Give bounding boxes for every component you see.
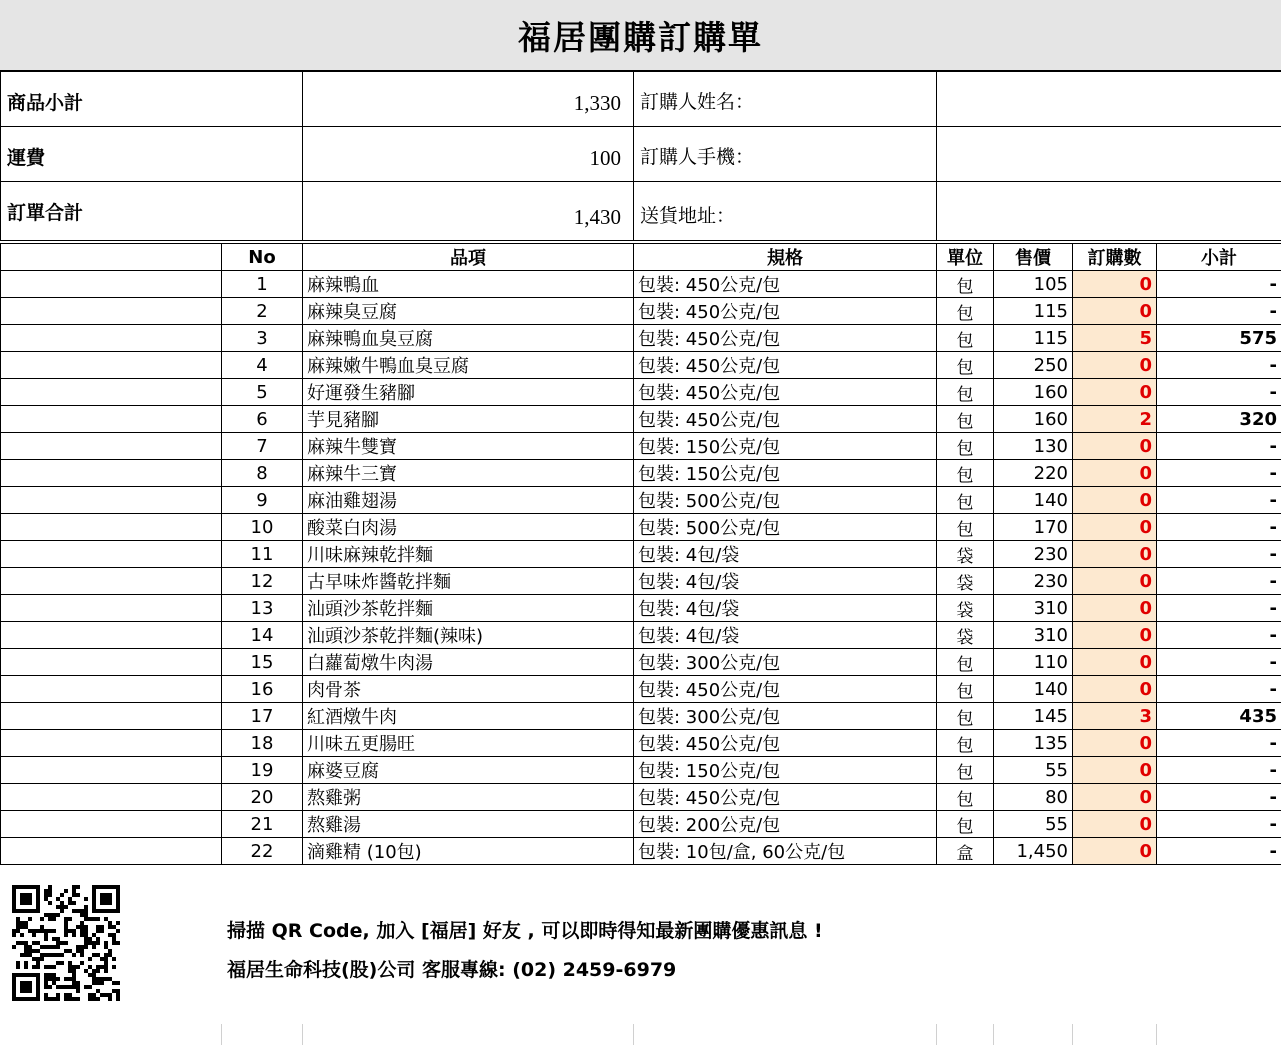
item-price: 220 — [994, 460, 1073, 487]
grid-line — [936, 1024, 937, 1045]
item-qty-input[interactable]: 0 — [1073, 730, 1157, 757]
item-unit: 袋 — [937, 622, 994, 649]
item-spec: 包裝: 500公克/包 — [634, 487, 937, 514]
item-price: 55 — [994, 811, 1073, 838]
table-header-row — [1, 244, 1281, 271]
table-row — [1, 352, 1281, 379]
item-subtotal: - — [1157, 784, 1281, 811]
item-qty-input[interactable]: 5 — [1073, 325, 1157, 352]
item-spec: 包裝: 450公克/包 — [634, 406, 937, 433]
grid-line — [633, 1024, 634, 1045]
item-no: 1 — [222, 271, 303, 298]
table-row — [1, 568, 1281, 595]
grid-line — [1156, 1024, 1157, 1045]
item-no: 16 — [222, 676, 303, 703]
table-row — [1, 433, 1281, 460]
row-blank — [1, 757, 222, 784]
item-qty-input[interactable]: 0 — [1073, 784, 1157, 811]
customer-field-input[interactable] — [937, 127, 1281, 182]
item-subtotal: 435 — [1157, 703, 1281, 730]
item-qty-input[interactable]: 0 — [1073, 352, 1157, 379]
summary-row — [1, 182, 1281, 241]
item-no: 20 — [222, 784, 303, 811]
table-row — [1, 298, 1281, 325]
item-name: 白蘿蔔燉牛肉湯 — [303, 649, 634, 676]
item-subtotal: - — [1157, 595, 1281, 622]
row-blank — [1, 460, 222, 487]
row-blank — [1, 784, 222, 811]
item-name: 酸菜白肉湯 — [303, 514, 634, 541]
item-subtotal: - — [1157, 730, 1281, 757]
item-name: 麻辣臭豆腐 — [303, 298, 634, 325]
summary-row — [1, 72, 1281, 127]
table-row — [1, 784, 1281, 811]
item-unit: 包 — [937, 298, 994, 325]
summary-row — [1, 127, 1281, 182]
table-row — [1, 514, 1281, 541]
item-subtotal: - — [1157, 298, 1281, 325]
item-name: 麻婆豆腐 — [303, 757, 634, 784]
item-price: 250 — [994, 352, 1073, 379]
item-name: 古早味炸醬乾拌麵 — [303, 568, 634, 595]
customer-field-input[interactable] — [937, 72, 1281, 127]
item-subtotal: - — [1157, 838, 1281, 865]
item-no: 18 — [222, 730, 303, 757]
item-spec: 包裝: 150公克/包 — [634, 757, 937, 784]
table-row — [1, 595, 1281, 622]
header-item: 品項 — [303, 244, 634, 271]
item-name: 川味五更腸旺 — [303, 730, 634, 757]
item-unit: 包 — [937, 514, 994, 541]
item-no: 11 — [222, 541, 303, 568]
item-qty-input[interactable]: 0 — [1073, 757, 1157, 784]
item-qty-input[interactable]: 0 — [1073, 838, 1157, 865]
item-name: 肉骨茶 — [303, 676, 634, 703]
row-blank — [1, 811, 222, 838]
item-subtotal: - — [1157, 541, 1281, 568]
item-subtotal: - — [1157, 649, 1281, 676]
table-row — [1, 487, 1281, 514]
item-unit: 包 — [937, 676, 994, 703]
item-price: 115 — [994, 298, 1073, 325]
item-price: 230 — [994, 568, 1073, 595]
item-name: 麻油雞翅湯 — [303, 487, 634, 514]
item-unit: 包 — [937, 271, 994, 298]
item-subtotal: - — [1157, 622, 1281, 649]
row-blank — [1, 649, 222, 676]
item-price: 140 — [994, 676, 1073, 703]
item-name: 好運發生豬腳 — [303, 379, 634, 406]
item-unit: 包 — [937, 757, 994, 784]
item-qty-input[interactable]: 0 — [1073, 271, 1157, 298]
table-row — [1, 460, 1281, 487]
item-qty-input[interactable]: 0 — [1073, 460, 1157, 487]
item-spec: 包裝: 450公克/包 — [634, 352, 937, 379]
table-row — [1, 703, 1281, 730]
table-row — [1, 838, 1281, 865]
table-row — [1, 757, 1281, 784]
item-name: 紅酒燉牛肉 — [303, 703, 634, 730]
item-spec: 包裝: 450公克/包 — [634, 379, 937, 406]
header-price: 售價 — [994, 244, 1073, 271]
item-name: 汕頭沙茶乾拌麵(辣味) — [303, 622, 634, 649]
item-unit: 袋 — [937, 595, 994, 622]
item-subtotal: - — [1157, 514, 1281, 541]
item-spec: 包裝: 10包/盒, 60公克/包 — [634, 838, 937, 865]
item-price: 310 — [994, 595, 1073, 622]
service-hotline: 福居生命科技(股)公司 客服專線: (02) 2459-6979 — [227, 959, 677, 981]
row-blank — [1, 298, 222, 325]
item-qty-input[interactable]: 0 — [1073, 514, 1157, 541]
item-qty-input[interactable]: 0 — [1073, 595, 1157, 622]
item-price: 160 — [994, 379, 1073, 406]
page-title: 福居團購訂購單 — [518, 17, 763, 57]
item-qty-input[interactable]: 3 — [1073, 703, 1157, 730]
item-spec: 包裝: 4包/袋 — [634, 568, 937, 595]
item-unit: 包 — [937, 730, 994, 757]
item-price: 140 — [994, 487, 1073, 514]
item-spec: 包裝: 450公克/包 — [634, 730, 937, 757]
item-subtotal: - — [1157, 271, 1281, 298]
item-qty-input[interactable]: 2 — [1073, 406, 1157, 433]
item-qty-input[interactable]: 0 — [1073, 487, 1157, 514]
item-no: 15 — [222, 649, 303, 676]
customer-field-input[interactable] — [937, 182, 1281, 241]
item-no: 19 — [222, 757, 303, 784]
row-blank — [1, 730, 222, 757]
item-spec: 包裝: 150公克/包 — [634, 433, 937, 460]
item-name: 川味麻辣乾拌麵 — [303, 541, 634, 568]
item-price: 110 — [994, 649, 1073, 676]
qr-code-icon — [12, 884, 120, 1002]
item-price: 80 — [994, 784, 1073, 811]
item-subtotal: - — [1157, 676, 1281, 703]
table-row — [1, 271, 1281, 298]
item-spec: 包裝: 450公克/包 — [634, 298, 937, 325]
header-unit: 單位 — [937, 244, 994, 271]
item-qty-input[interactable]: 0 — [1073, 811, 1157, 838]
item-no: 17 — [222, 703, 303, 730]
summary-value: 1,430 — [303, 182, 634, 241]
table-row — [1, 379, 1281, 406]
row-blank — [1, 568, 222, 595]
item-qty-input[interactable]: 0 — [1073, 298, 1157, 325]
grid-line — [221, 1024, 222, 1045]
item-spec: 包裝: 4包/袋 — [634, 622, 937, 649]
order-items-table — [0, 243, 1281, 865]
summary-value: 1,330 — [303, 72, 634, 127]
item-spec: 包裝: 4包/袋 — [634, 595, 937, 622]
item-name: 麻辣鴨血 — [303, 271, 634, 298]
item-unit: 包 — [937, 379, 994, 406]
item-price: 160 — [994, 406, 1073, 433]
item-spec: 包裝: 150公克/包 — [634, 460, 937, 487]
item-no: 4 — [222, 352, 303, 379]
item-price: 115 — [994, 325, 1073, 352]
header-spec: 規格 — [634, 244, 937, 271]
item-no: 8 — [222, 460, 303, 487]
item-name: 麻辣牛三寶 — [303, 460, 634, 487]
row-blank — [1, 379, 222, 406]
row-blank — [1, 622, 222, 649]
table-row — [1, 325, 1281, 352]
item-no: 7 — [222, 433, 303, 460]
table-row — [1, 676, 1281, 703]
item-spec: 包裝: 500公克/包 — [634, 514, 937, 541]
grid-line — [302, 1024, 303, 1045]
item-spec: 包裝: 450公克/包 — [634, 784, 937, 811]
item-qty-input[interactable]: 0 — [1073, 379, 1157, 406]
row-blank — [1, 271, 222, 298]
item-no: 12 — [222, 568, 303, 595]
item-price: 170 — [994, 514, 1073, 541]
item-unit: 包 — [937, 811, 994, 838]
grid-line — [1072, 1024, 1073, 1045]
item-name: 麻辣牛雙寶 — [303, 433, 634, 460]
header-no: No — [222, 244, 303, 271]
item-spec: 包裝: 450公克/包 — [634, 271, 937, 298]
row-blank — [1, 703, 222, 730]
item-unit: 袋 — [937, 541, 994, 568]
summary-value: 100 — [303, 127, 634, 182]
summary-table — [0, 71, 1281, 241]
item-spec: 包裝: 300公克/包 — [634, 703, 937, 730]
item-subtotal: - — [1157, 811, 1281, 838]
row-blank — [1, 406, 222, 433]
promo-text: 掃描 QR Code, 加入 [福居] 好友 , 可以即時得知最新團購優惠訊息 ! — [227, 920, 823, 942]
item-subtotal: - — [1157, 757, 1281, 784]
item-price: 55 — [994, 757, 1073, 784]
customer-field-label: 送貨地址： — [634, 182, 937, 241]
row-blank — [1, 676, 222, 703]
item-no: 14 — [222, 622, 303, 649]
table-row — [1, 622, 1281, 649]
item-unit: 包 — [937, 433, 994, 460]
item-price: 135 — [994, 730, 1073, 757]
item-subtotal: - — [1157, 568, 1281, 595]
item-qty-input[interactable]: 0 — [1073, 568, 1157, 595]
item-unit: 袋 — [937, 568, 994, 595]
title-bar — [0, 0, 1281, 71]
summary-label: 商品小計 — [1, 72, 303, 127]
item-qty-input[interactable]: 0 — [1073, 649, 1157, 676]
item-spec: 包裝: 450公克/包 — [634, 325, 937, 352]
item-no: 2 — [222, 298, 303, 325]
item-spec: 包裝: 200公克/包 — [634, 811, 937, 838]
item-no: 21 — [222, 811, 303, 838]
item-name: 汕頭沙茶乾拌麵 — [303, 595, 634, 622]
item-qty-input[interactable]: 0 — [1073, 622, 1157, 649]
item-spec: 包裝: 450公克/包 — [634, 676, 937, 703]
item-spec: 包裝: 4包/袋 — [634, 541, 937, 568]
item-unit: 盒 — [937, 838, 994, 865]
table-row — [1, 406, 1281, 433]
summary-label: 運費 — [1, 127, 303, 182]
item-price: 145 — [994, 703, 1073, 730]
item-spec: 包裝: 300公克/包 — [634, 649, 937, 676]
item-subtotal: 320 — [1157, 406, 1281, 433]
row-blank — [1, 487, 222, 514]
row-blank — [1, 325, 222, 352]
item-unit: 包 — [937, 325, 994, 352]
item-no: 5 — [222, 379, 303, 406]
row-blank — [1, 433, 222, 460]
item-qty-input[interactable]: 0 — [1073, 433, 1157, 460]
item-no: 22 — [222, 838, 303, 865]
item-subtotal: - — [1157, 352, 1281, 379]
row-blank — [1, 352, 222, 379]
summary-label: 訂單合計 — [1, 182, 303, 241]
item-qty-input[interactable]: 0 — [1073, 541, 1157, 568]
item-price: 310 — [994, 622, 1073, 649]
item-unit: 包 — [937, 703, 994, 730]
item-unit: 包 — [937, 649, 994, 676]
item-no: 9 — [222, 487, 303, 514]
item-name: 麻辣鴨血臭豆腐 — [303, 325, 634, 352]
item-unit: 包 — [937, 487, 994, 514]
customer-field-label: 訂購人手機： — [634, 127, 937, 182]
item-subtotal: 575 — [1157, 325, 1281, 352]
row-blank — [1, 595, 222, 622]
header-qty: 訂購數 — [1073, 244, 1157, 271]
item-name: 滴雞精 (10包) — [303, 838, 634, 865]
item-name: 熬雞粥 — [303, 784, 634, 811]
item-subtotal: - — [1157, 460, 1281, 487]
table-row — [1, 541, 1281, 568]
item-no: 6 — [222, 406, 303, 433]
table-row — [1, 649, 1281, 676]
row-blank — [1, 838, 222, 865]
item-price: 1,450 — [994, 838, 1073, 865]
item-subtotal: - — [1157, 487, 1281, 514]
item-subtotal: - — [1157, 379, 1281, 406]
item-qty-input[interactable]: 0 — [1073, 676, 1157, 703]
item-no: 3 — [222, 325, 303, 352]
item-name: 芋見豬腳 — [303, 406, 634, 433]
grid-line — [993, 1024, 994, 1045]
customer-field-label: 訂購人姓名： — [634, 72, 937, 127]
header-subtotal: 小計 — [1157, 244, 1281, 271]
item-no: 10 — [222, 514, 303, 541]
item-subtotal: - — [1157, 433, 1281, 460]
header-blank — [1, 244, 222, 271]
item-unit: 包 — [937, 784, 994, 811]
item-name: 熬雞湯 — [303, 811, 634, 838]
item-price: 105 — [994, 271, 1073, 298]
item-price: 230 — [994, 541, 1073, 568]
item-unit: 包 — [937, 352, 994, 379]
row-blank — [1, 514, 222, 541]
table-row — [1, 811, 1281, 838]
table-row — [1, 730, 1281, 757]
item-name: 麻辣嫩牛鴨血臭豆腐 — [303, 352, 634, 379]
item-price: 130 — [994, 433, 1073, 460]
item-no: 13 — [222, 595, 303, 622]
item-unit: 包 — [937, 460, 994, 487]
row-blank — [1, 541, 222, 568]
item-unit: 包 — [937, 406, 994, 433]
